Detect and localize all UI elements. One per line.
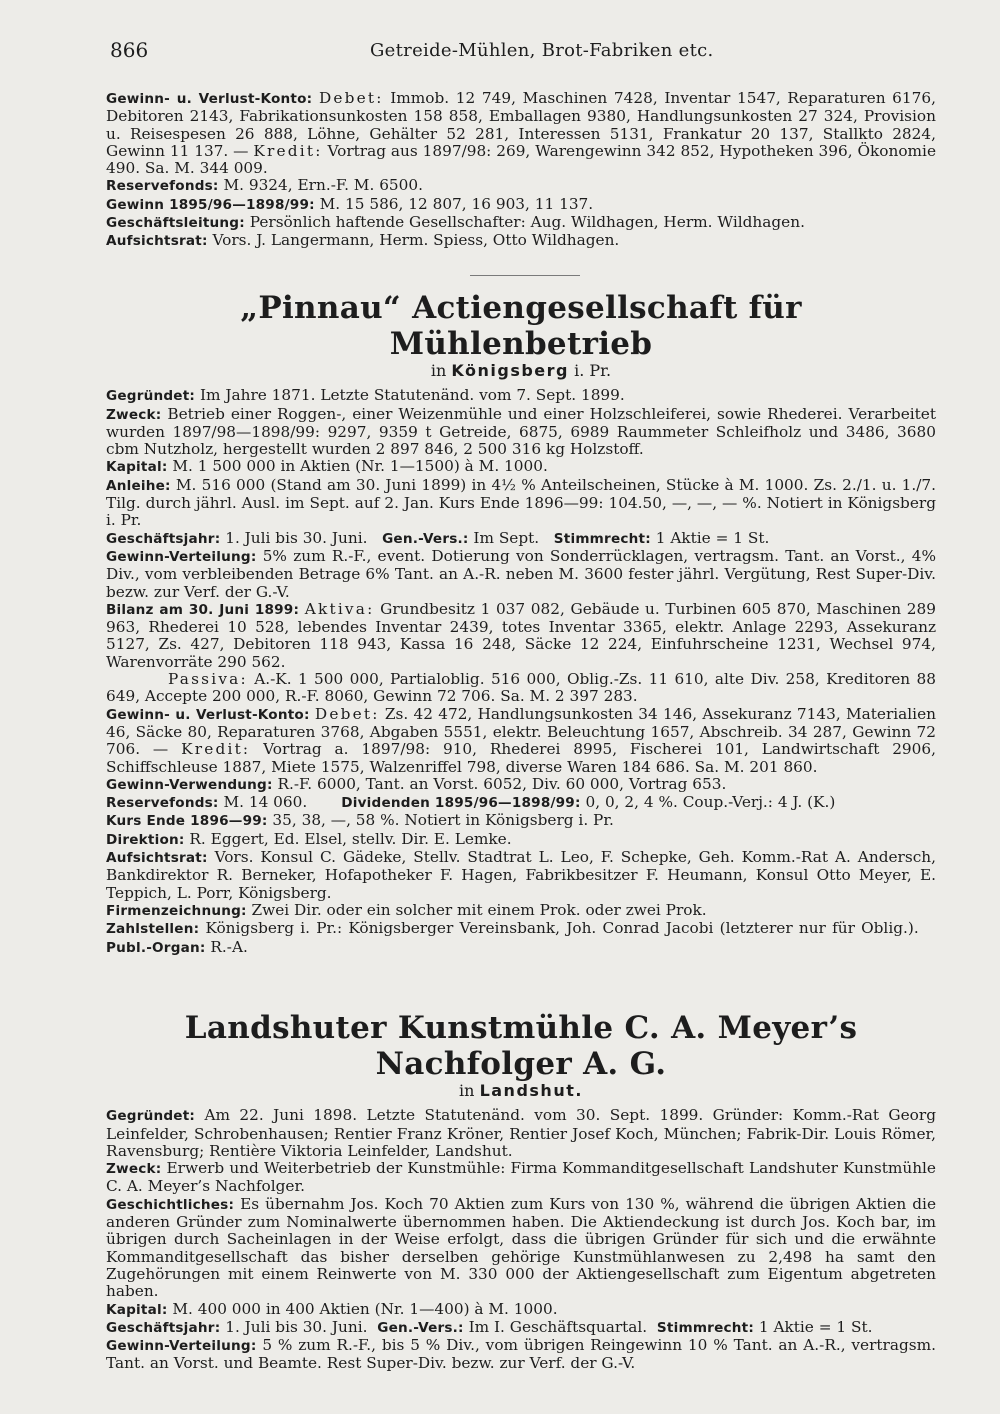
- section-pinnau: [106, 290, 936, 957]
- entry-geschaeftsjahr: Geschäftsjahr: 1. Juli bis 30. Juni. Gen.-Vers.: Im I. Geschäftsquartal. Stimmrecht: 1 Aktie = 1 St.: [106, 1317, 873, 1336]
- section-previous-company: [106, 90, 936, 251]
- entry-reservefonds: Reservefonds: M. 14 060. Dividenden 1895/96—1898/99: 0, 0, 2, 4 %. Coup.-Verj.: 4 J. (K.): [106, 793, 836, 812]
- entry-geschaeftsjahr: Geschäftsjahr: 1. Juli bis 30. Juni. Gen.-Vers.: Im Sept. Stimmrecht: 1 Aktie = 1 St.: [106, 528, 770, 547]
- section-landshuter: [106, 1010, 936, 1373]
- entry-gewinn-verteilung: Gewinn-Verteilung: 5 % zum R.-F., bis 5 % Div., vom übrigen Reingewinn 10 % Tant. an A.-R., vertragsm. Tant. an Vorst. und Beamte. Rest Super-Div. bezw. zur Verf. der G.-V.: [106, 1336, 936, 1373]
- company-location: in Landshut.: [459, 1081, 583, 1100]
- entry-reservefonds: Reservefonds: M. 9324, Ern.-F. M. 6500.: [106, 176, 423, 195]
- entry-anleihe: Anleihe: M. 516 000 (Stand am 30. Juni 1899) in 4½ % Anteilscheinen, Stücke à M. 1000. Zs. 2./1. u. 1./7. Tilg. durch jährl. Ausl. im Sept. auf 2. Jan. Kurs Ende 1896—99: 104.50, —, —, — %. Notiert in Königsberg i. Pr.: [106, 475, 936, 530]
- page-header: [110, 38, 930, 68]
- entry-kurs: Kurs Ende 1896—99: 35, 38, —, 58 %. Notiert in Königsberg i. Pr.: [106, 811, 614, 830]
- divider: [470, 275, 580, 276]
- entry-direktion: Direktion: R. Eggert, Ed. Elsel, stellv. Dir. E. Lemke.: [106, 829, 512, 848]
- entry-passiva: Passiva: A.-K. 1 500 000, Partialoblig. 516 000, Oblig.-Zs. 11 610, alte Div. 258, Kreditoren 88 649, Accepte 200 000, R.-F. 8060, Gewinn 72 706. Sa. M. 2 397 283.: [106, 670, 936, 706]
- entry-gegruendet: Gegründet: Am 22. Juni 1898. Letzte Statutenänd. vom 30. Sept. 1899. Gründer: Komm.-Rat Georg Leinfelder, Schrobenhausen; Rentier Franz Kröner, Rentier Josef Koch, München; Fabrik-Dir. Louis Römer, Ravensburg; Rentière Viktoria Leinfelder, Landshut.: [106, 1106, 936, 1160]
- entry-zweck: Zweck: Betrieb einer Roggen-, einer Weizenmühle und einer Holzschleiferei, sowie Rhederei. Verarbeitet wurden 1897/98—1898/99: 9297, 9359 t Getreide, 6875, 6989 Raummeter Schleifholz und 3486, 3680 cbm Nutzholz, hergestellt wurden 2 897 846, 2 500 316 kg Holzstoff.: [106, 404, 936, 459]
- entry-firmenzeichnung: Firmenzeichnung: Zwei Dir. oder ein solcher mit einem Prok. oder zwei Prok.: [106, 900, 707, 919]
- entry-gegruendet: Gegründet: Im Jahre 1871. Letzte Statutenänd. vom 7. Sept. 1899.: [106, 386, 625, 405]
- entry-aufsichtsrat: Aufsichtsrat: Vors. Konsul C. Gädeke, Stellv. Stadtrat L. Leo, F. Schepke, Geh. Komm.-Rat A. Andersch, Bankdirektor R. Berneker, Hofapotheker F. Hagen, Fabrikbesitzer F. Heumann, Konsul Otto Meyer, E. Teppich, L. Porr, Königsberg.: [106, 848, 936, 902]
- entry-kapital: Kapital: M. 1 500 000 in Aktien (Nr. 1—1500) à M. 1000.: [106, 457, 548, 476]
- running-title: Getreide-Mühlen, Brot-Fabriken etc.: [370, 40, 714, 61]
- entry-gewinn-verlust: Gewinn- u. Verlust-Konto: Debet: Zs. 42 472, Handlungsunkosten 34 146, Assekuranz 7143, Materialien 46, Säcke 80, Reparaturen 3768, Abgaben 5551, elektr. Beleuchtung 1657, Abschreib. 34 287, Gewinn 72 706. — Kredit: Vortrag a. 1897/98: 910, Rhederei 8995, Fischerei 101, Landwirtschaft 2906, Schiffschleuse 1887, Miete 1575, Walzenriffel 798, diverse Waren 184 686. Sa. M. 201 860.: [106, 704, 936, 776]
- entry-geschaeftsleitung: Geschäftsleitung: Persönlich haftende Gesellschafter: Aug. Wildhagen, Herm. Wildhagen.: [106, 213, 805, 232]
- company-title: Landshuter Kunstmühle C. A. Meyer’s Nachfolger A. G.: [184, 1010, 858, 1082]
- entry-aufsichtsrat: Aufsichtsrat: Vors. J. Langermann, Herm. Spiess, Otto Wildhagen.: [106, 231, 620, 250]
- entry-gewinn-verteilung: Gewinn-Verteilung: 5% zum R.-F., event. Dotierung von Sonderrücklagen, vertragsm. Tant. an Vorst., 4% Div., vom verbleibenden Betrage 6% Tant. an A.-R. neben M. 3600 fester jährl. Vergütung, Rest Super-Div. bezw. zur Verf. der G.-V.: [106, 546, 936, 601]
- entry-bilanz: Bilanz am 30. Juni 1899: Aktiva: Grundbesitz 1 037 082, Gebäude u. Turbinen 605 870, Maschinen 289 963, Rhederei 10 528, lebendes Inventar 2439, totes Inventar 3365, elektr. Anlage 2293, Assekuranz 5127, Zs. 427, Debitoren 118 943, Kassa 16 248, Säcke 12 224, Einfuhrscheine 1231, Wechsel 974, Warenvorräte 290 562.: [106, 599, 936, 671]
- page-number: 866: [110, 38, 149, 62]
- entry-gewinn-verlust: Gewinn- u. Verlust-Konto: Debet: Immob. 12 749, Maschinen 7428, Inventar 1547, Reparaturen 6176, Debitoren 2143, Fabrikationsunkosten 158 858, Emballagen 9380, Handlungsunkosten 27 324, Provision u. Reisespesen 26 888, Löhne, Gehälter 52 281, Interessen 5131, Frankatur 20 137, Stallkto 2824, Gewinn 11 137. — Kredit: Vortrag aus 1897/98: 269, Warengewinn 342 852, Hypotheken 396, Ökonomie 490. Sa. M. 344 009.: [106, 89, 936, 178]
- entry-gewinn: Gewinn 1895/96—1898/99: M. 15 586, 12 807, 16 903, 11 137.: [106, 194, 594, 213]
- entry-zweck: Zweck: Erwerb und Weiterbetrieb der Kunstmühle: Firma Kommanditgesellschaft Landshuter Kunstmühle C. A. Meyer’s Nachfolger.: [106, 1159, 936, 1196]
- company-location: in Königsberg i. Pr.: [430, 361, 612, 380]
- entry-geschichtliches: Geschichtliches: Es übernahm Jos. Koch 70 Aktien zum Kurs von 130 %, während die übrigen Aktien die anderen Gründer zum Nominalwerte übernommen haben. Die Aktiendeckung ist durch Jos. Koch bar, im übrigen durch Sacheinlagen in der Weise erfolgt, dass die übrigen Gründer für sich und die erwähnte Kommanditgesellschaft das bisher derselben gehörige Kunstmühlanwesen zu 2,498 ha samt den Zugehörungen mit einem Reinwerte von M. 330 000 der Aktiengesellschaft zum Eigentum abgetreten haben.: [106, 1194, 936, 1301]
- entry-label: Gewinn- u. Verlust-Konto:: [106, 91, 313, 107]
- entry-kapital: Kapital: M. 400 000 in 400 Aktien (Nr. 1—400) à M. 1000.: [106, 1299, 558, 1318]
- entry-zahlstellen: Zahlstellen: Königsberg i. Pr.: Königsberger Vereinsbank, Joh. Conrad Jacobi (letzterer nur für Oblig.). Publ.-Organ: R.-A.: [106, 919, 919, 956]
- company-title: „Pinnau“ Actiengesellschaft für Mühlenbetrieb: [240, 290, 802, 362]
- entry-gewinn-verwendung: Gewinn-Verwendung: R.-F. 6000, Tant. an Vorst. 6052, Div. 60 000, Vortrag 653.: [106, 774, 727, 793]
